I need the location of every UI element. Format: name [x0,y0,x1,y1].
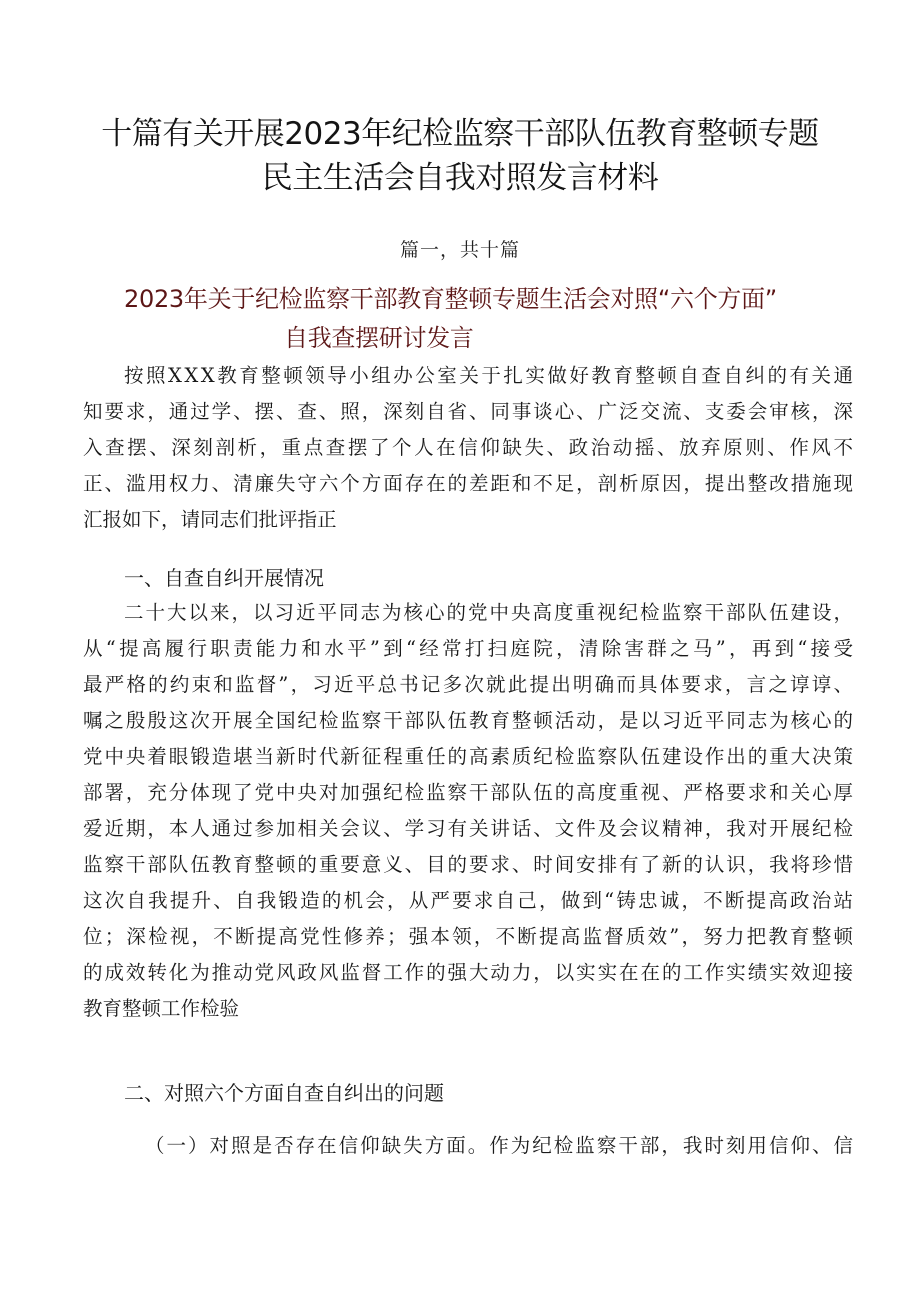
intro-paragraph [83,358,856,538]
paragraph-line: 监察干部队伍教育整顿的重要意义、目的要求、时间安排有了新的认识，我将珍惜 [83,853,855,876]
intro-line: 正、滥用权力、清廉失守六个方面存在的差距和不足，剖析原因，提出整改措施现 [83,472,855,495]
paragraph-line: 这次自我提升、自我锻造的机会，从严要求自己，做到“铸忠诚，不断提高政治站 [83,889,856,912]
paragraph-line: 最严格的约束和监督”，习近平总书记多次就此提出明确而具体要求，言之谆谆、 [83,673,856,696]
paragraph-line: 爱近期，本人通过参加相关会议、学习有关讲话、文件及会议精神，我对开展纪检 [83,817,855,840]
paragraph-line: 的成效转化为推动党风政风监督工作的强大动力，以实实在在的工作实绩实效迎接 [83,961,855,984]
section-1-paragraph [83,595,857,1027]
paragraph-line: 从“提高履行职责能力和水平”到“经常打扫庭院，清除害群之马”，再到“接受 [83,637,857,660]
article-title-line-2: 自我查摆研讨发言 [284,324,474,352]
intro-line: 知要求，通过学、摆、查、照，深刻自省、同事谈心、广泛交流、支委会审核，深 [83,400,855,423]
intro-line: 入查摆、深刻剖析，重点查摆了个人在信仰缺失、政治动摇、放弃原则、作风不 [83,436,856,459]
article-title-line-1: 2023年关于纪检监察干部教育整顿专题生活会对照“六个方面” [124,285,777,313]
paragraph-line: 位；深检视，不断提高党性修养；强本领，不断提高监督质效”，努力把教育整顿 [83,925,856,948]
paragraph-line: 二十大以来，以习近平同志为核心的党中央高度重视纪检监察干部队伍建设， [124,601,855,624]
section-heading-1: 一、自查自纠开展情况 [124,566,324,590]
document-title-line-2: 民主生活会自我对照发言材料 [261,160,659,196]
section-heading-2: 二、对照六个方面自查自纠出的问题 [124,1081,444,1105]
paragraph-line: 部署，充分体现了党中央对加强纪检监察干部队伍的高度重视、严格要求和关心厚 [83,781,855,804]
paragraph-line: 嘱之殷殷这次开展全国纪检监察干部队伍教育整顿活动，是以习近平同志为核心的 [83,709,855,732]
paragraph-line: 教育整顿工作检验 [83,997,240,1020]
section-2-paragraph [83,1128,853,1164]
paragraph-line: （一）对照是否存在信仰缺失方面。作为纪检监察干部，我时刻用信仰、信 [145,1134,855,1157]
document-title-line-1: 十篇有关开展2023年纪检监察干部队伍教育整顿专题 [101,116,819,152]
intro-line: 汇报如下，请同志们批评指正 [83,508,337,531]
paragraph-line: 党中央着眼锻造堪当新时代新征程重任的高素质纪检监察队伍建设作出的重大决策 [83,745,855,768]
intro-line: 按照XXX教育整顿领导小组办公室关于扎实做好教育整顿自查自纠的有关通 [124,364,856,387]
section-label: 篇一，共十篇 [399,239,520,261]
